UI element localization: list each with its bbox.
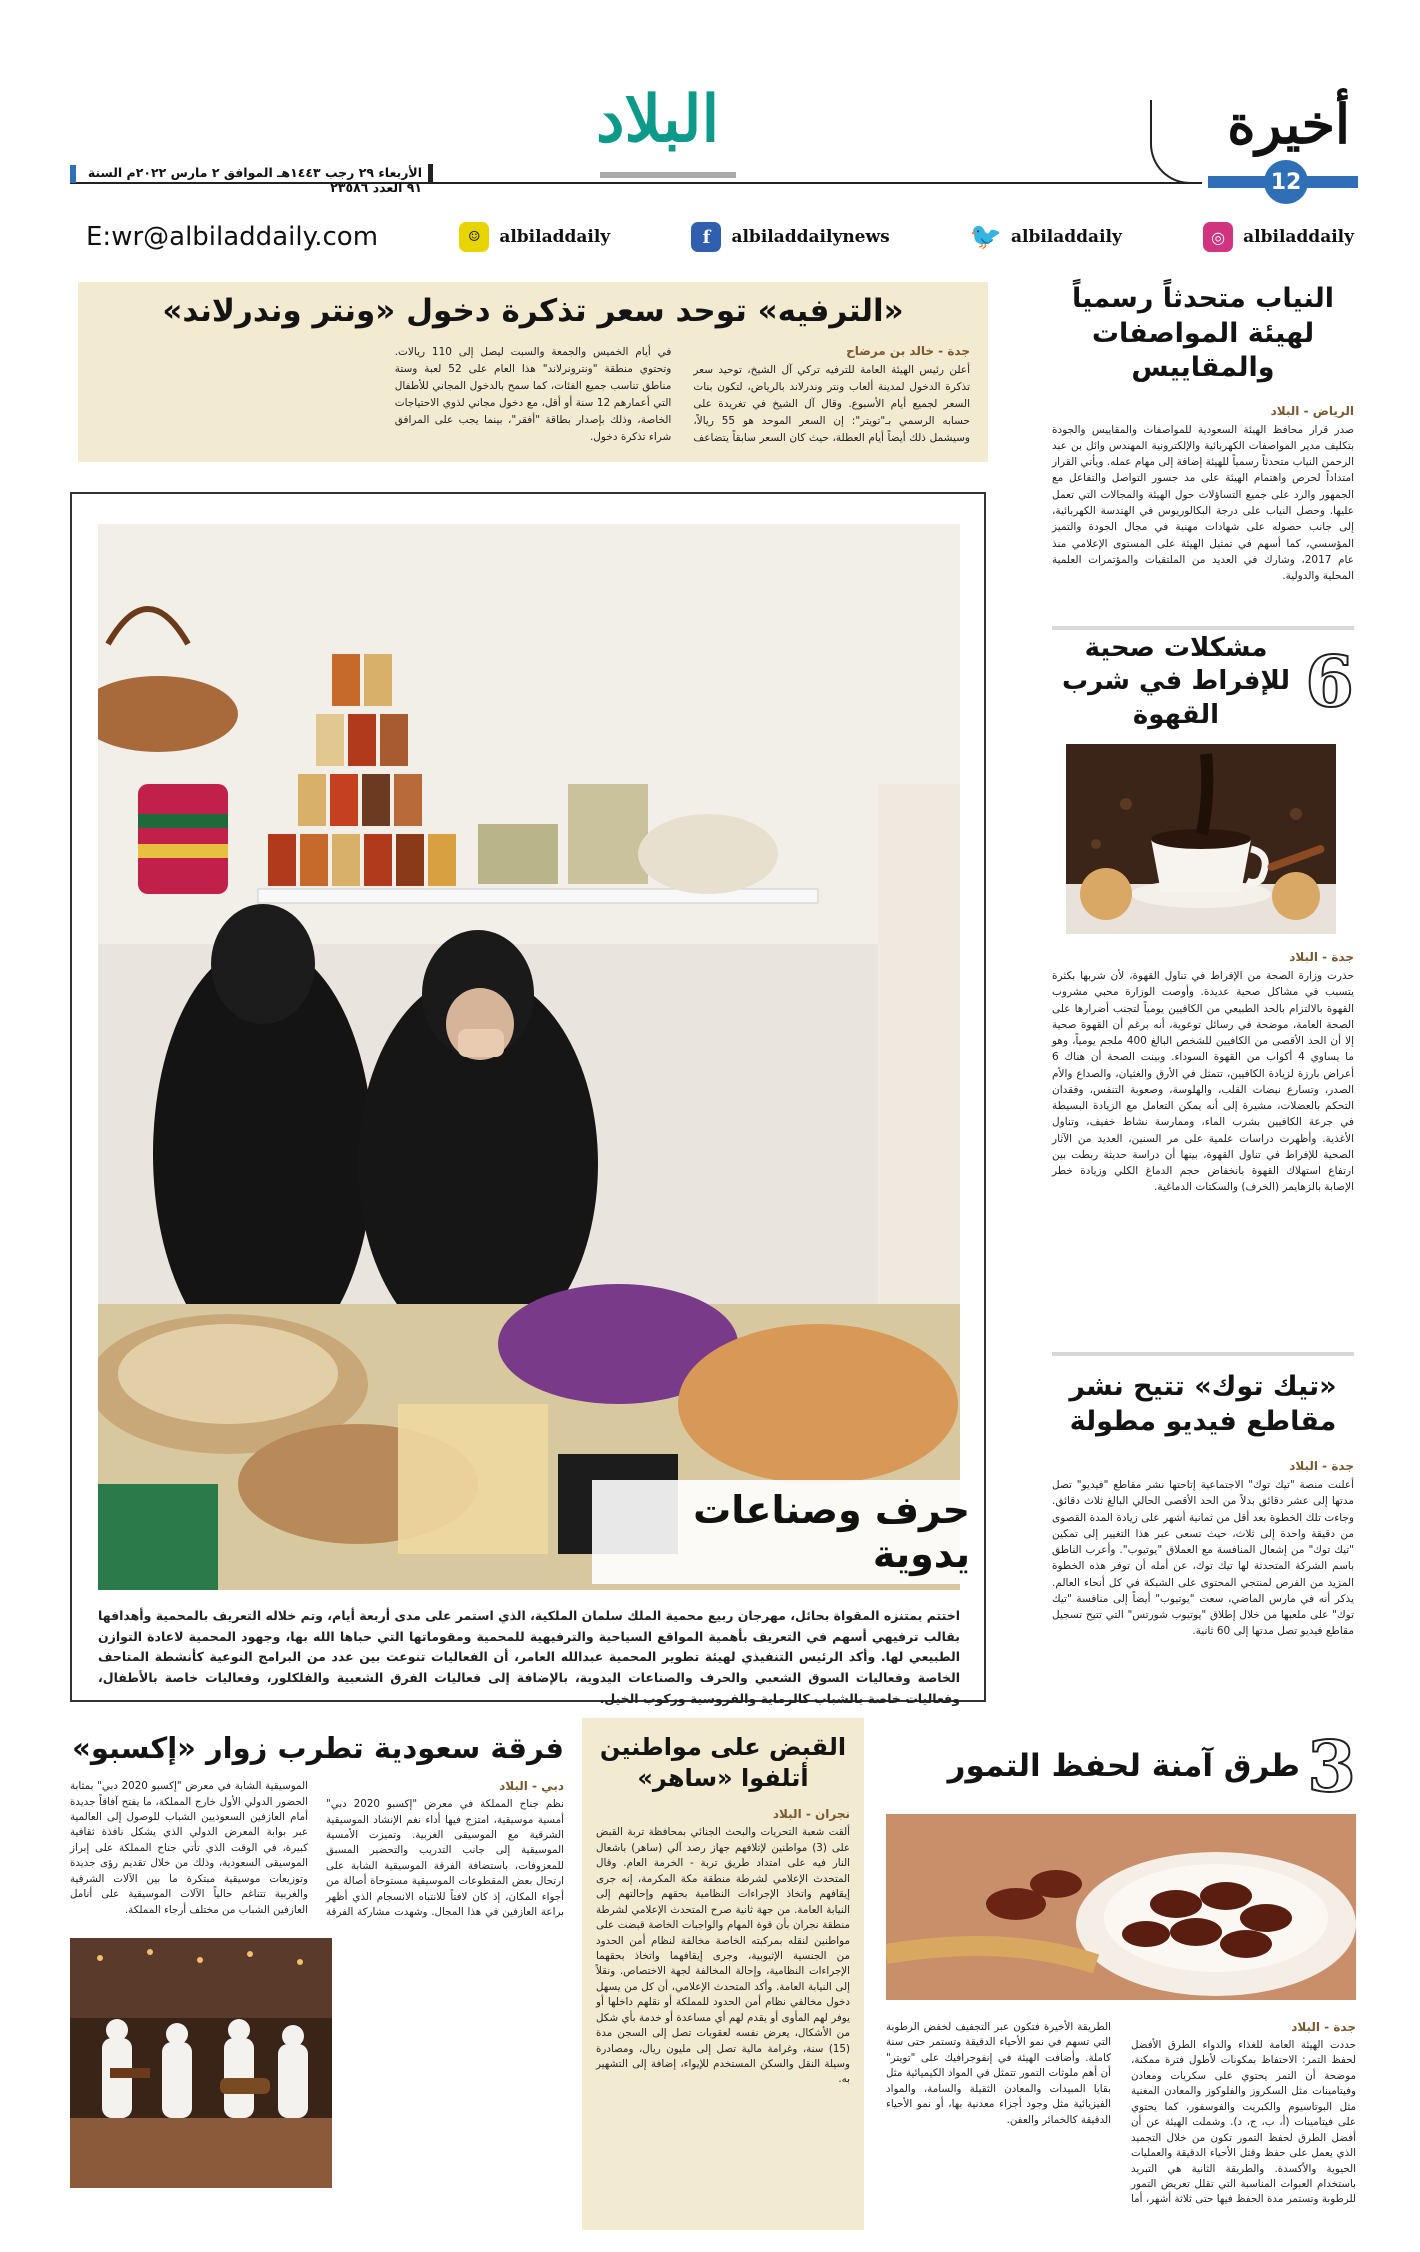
story-coffee-headline: مشكلات صحية للإفراط في شرب القهوة — [1062, 633, 1290, 730]
date-line-marker — [70, 165, 76, 183]
snapchat-icon: ☺ — [459, 222, 489, 252]
instagram-icon: ◎ — [1203, 222, 1233, 252]
story-expo — [70, 1730, 564, 2230]
story-coffee-byline: جدة - البلاد — [1289, 950, 1354, 964]
albilad-logo: البلاد — [596, 82, 720, 157]
story-expo-text-top — [70, 1779, 564, 1921]
story-tiktok — [1052, 1370, 1354, 1750]
story-coffee-number: 6 — [1305, 640, 1354, 723]
expo-photo — [70, 1938, 332, 2188]
story-saher-box — [582, 1718, 864, 2230]
story-expo-headline: فرقة سعودية تطرب زوار «إكسبو» — [72, 1731, 564, 1765]
dates-photo — [886, 1814, 1356, 2000]
story-niyab — [1052, 282, 1354, 622]
facebook-handle[interactable]: f albiladdailynews — [691, 222, 889, 252]
story-coffee-body: حذرت وزارة الصحة من الإفراط في تناول القهوة، لأن شربها بكثرة يتسبب في مشاكل صحية عديدة. وأوصت الوزارة محبي مشروب القهوة بالالتزام بالحد الطبيعي من الكافيين يومياً لتجنب أضرارها على الصحة العامة، موضحة في رسائل توعوية، أنه برغم أن القهوة صحية إلا أن الحد الأقصى من الكافيين للشخص البالغ 400 ملجم يومياً، وهو ما يساوي 4 أكواب من القهوة السوداء. وبينت الصحة أن هناك 6 أعراض بارزة لزيادة الكافيين، تتمثل في الأرق والغثيان، والصداع والأم الصدر، وتسارع نبضات القلب، والهلوسة، وصعوبة التنفس، وفقدان التحكم بالعضلات، مشيرة إلى أنه يمكن التعامل مع الزيادة البسيطة في جرعة الكافيين بشرب الماء، وممارسة نشاط خفيف، وتناول الأغذية. وأظهرت دراسات علمية على مر السنين، العديد من الآثار الصحية للإفراط في تناول القهوة، بينها أن دراسة حديثة ربطت بين ارتفاع استهلاك القهوة بانخفاض حجم الدماغ الكلي وزيادة خطر الإصابة بالزهايمر (الخرف) والسكتات الدماغية. — [1052, 970, 1354, 1194]
story-saher-byline: نجران - البلاد — [772, 1807, 850, 1822]
story-tiktok-body: أعلنت منصة "تيك توك" الاجتماعية إتاحتها نشر مقاطع "فيديو" تصل مدتها إلى عشر دقائق بدلاً من الحد الأقصى الحالي البالغ ثلاث دقائق. وجاءت تلك الخطوة بعد أقل من ثمانية أشهر على زيادة المدة القصوى من دقيقة واحدة إلى ثلاث، حيث تسعى عبر هذا التغيير إلى تمكين "تيك توك" من إشعال المنافسة مع العملاق "يوتيوب". وأعرب الناطق باسم الشركة المتحدثة لها تيك توك، عن أمله أن توفر هذه الخطوة المزيد من الفرص لمنتجي المحتوى على الشبكة في كل أنحاء العالم. يذكر أنه في مارس الماضي، سعت "يوتيوب" أيضاً إلى منافسة "تيك توك" على ملعبها من خلال إطلاق "يوتيوب شورتس" التي تتيح تسجيل مقاطع فيديو تصل مدتها إلى 60 ثانية. — [1052, 1479, 1354, 1638]
story-coffee — [1052, 633, 1354, 1332]
dates-photo-image — [886, 1814, 1356, 2000]
feature-frame — [70, 492, 986, 1706]
story-dates-headline: طرق آمنة لحفظ التمور — [947, 1748, 1300, 1785]
feature-photo-caption: حرف وصناعات يدوية — [592, 1480, 984, 1584]
snapchat-handle[interactable]: ☺ albiladdaily — [459, 222, 610, 252]
story-tiktok-headline: «تيك توك» تتيح نشر مقاطع فيديو مطولة — [1069, 1371, 1337, 1437]
feature-photo — [98, 524, 960, 1590]
coffee-photo-image — [1066, 744, 1336, 934]
story-tarfeeh-body: أعلن رئيس الهيئة العامة للترفيه تركي آل الشيخ، توحيد سعر تذكرة الدخول لمدينة ألعاب ونتر وندرلاند بالرياض، لتكون بنات السعر لجميع أيام الأسبوع. وقال آل الشيخ في تغريدة على حسابه الرسمي بـ"تويتر": إن السعر الموحد هو 55 ريالاً، وسيشمل ذلك أيضاً أيام العطلة، حيث كان السعر سابقاً يتضاعف في أيام الخميس والجمعة والسبت ليصل إلى 110 ريالات. وتحتوي منطقة "ونترونرلاند" هذا العام على 52 لعبة وستة مناطق تناسب جميع الفئات، كما سمح بالدخول المجاني للأطفال التي أعمارهم 12 سنة أو أقل، مع دخول مجاني لذوي الاحتياجات الخاصة، وذلك بإصدار بطاقة "أفقر"، بينما يجب على المرافق شراء تذكرة دخول. — [394, 345, 970, 444]
story-tarfeeh-headline: «الترفيه» توحد سعر تذكرة دخول «ونتر وندرلاند» — [162, 293, 904, 329]
story-dates-body: حددت الهيئة العامة للغذاء والدواء الطرق الأفضل لحفظ التمر: الاحتفاظ بمكونات لأطول فترة ممكنة، موضحة أن التمر يحتوي على سكريات ومعادن وفيتامينات مثل السكروز والفلوكوز والمعادن المغنية مثل البوتاسيوم والكبريت والفوسفور، كما يحتوي على فيتامينات (أ، ب، ج، د). وشملت الهيئة عن أن أفضل الطرق لحفظ التمور تكون من خلال التجميد الذي يعمل على حفظ وقتل الأحياء الدقيقة والعمليات الحيوية والأكسدة. والطريقة الثانية هي التبريد باستخدام العبوات المناسبة التي تقلل تعريض التمور للرطوبة وتستمر مدة الحفظ فيها حتى ثلاثة أشهر، أما الطريقة الأخيرة فتكون عبر التجفيف لخفض الرطوبة التي تسهم في نمو الأحياء الدقيقة وتستمر حتى سنة كاملة. وأضافت الهيئة في إنفوجرافيك على "تويتر" أن أهم ملوثات التمور تتمثل في المواد الكيميائية مثل بقايا المبيدات والمعادن الثقيلة والسامة، والمواد الفيزيائية مثل وجود أجزاء معدنية بها، أو نمو الأحياء الدقيقة كالخمائر والعفن. — [886, 2021, 1356, 2206]
story-tiktok-byline: جدة - البلاد — [1289, 1459, 1354, 1474]
story-tarfeeh-text — [96, 344, 970, 448]
story-dates — [886, 1725, 1356, 2230]
masthead — [0, 0, 1420, 200]
email-contact[interactable]: E:wr@albiladdaily.com — [86, 222, 379, 252]
story-dates-number: 3 — [1307, 1725, 1356, 1808]
instagram-handle[interactable]: ◎ albiladdaily — [1203, 222, 1354, 252]
story-coffee-text — [1052, 950, 1354, 1196]
coffee-photo — [1066, 744, 1336, 934]
twitter-handle[interactable]: 🐦 albiladdaily — [969, 222, 1122, 252]
story-saher-headline: القبض على مواطنين أتلفوا «ساهر» — [599, 1733, 847, 1792]
social-bar — [86, 215, 1354, 259]
facebook-icon: f — [691, 222, 721, 252]
story-saher-body: ألقت شعبة التحريات والبحث الجنائي بمحافظة تربة القبض على (3) مواطنين لإتلافهم جهاز رصد آلي (ساهر) باشعال النار فيه على امتداد طريق تربة - الخرمة العام. وقال المتحدث الإعلامي لشرطة منطقة مكة المكرمة، إنه جرى إيقافهم واتخاذ الإجراءات النظامية بحقهم وإحالتهم إلى النيابة العامة. من جهة ثانية صرح المتحدث الإعلامي لشرطة منطقة نجران بأن قوة المهام والواجبات الخاصة قبضت على مواطنين لنقله بمركبته الخاصة مخالفة لنظام أمن الحدود من الجنسية الإثيوبية، وجرى إيقافهما واتخاذ بحقهما الإجراءات النظامية، وإحالة المخالفة لجهة الاختصاص. ونقلاً إلى النيابة العامة. وأكد المتحدث الإعلامي، أن كل من يسهل دخول مخالفي نظام أمن الحدود للمملكة أو نقلهم داخلها أو يوفر لهم المأوى أو يقدم لهم أي مساعدة أو خدمة بأي شكل من الأشكال، يعرض نفسه لعقوبات تصل إلى السجن مدة (15) سنة، وغرامة مالية تصل إلى مليون ريال، ومصادرة وسيلة النقل والسكن المستخدم للإيواء، إضافة إلى التشهير به. — [596, 1826, 850, 2086]
section-name: أخيرة — [1227, 92, 1350, 156]
expo-photo-image — [70, 1938, 332, 2188]
divider-2 — [1052, 1352, 1354, 1356]
story-niyab-body: صدر قرار محافظ الهيئة السعودية للمواصفات والمقاييس والجودة بتكليف مدير المواصفات الكهربائية والإلكترونية المهندس وائل بن عبد الرحمن النياب متحدثاً رسمياً للهيئة إضافة إلى مهام عمله. ويأتي القرار امتداداً لحرص واهتمام الهيئة على مد جسور التواصل والتفاعل مع الجمهور والرد على جميع التساؤلات حول الهيئة والمجالات التي تعمل عليها. وحصل النياب على درجة البكالوريوس في الهندسة الكهربائية، إلى جانب حصوله على شهادات مهنية في مجال الجودة والتميز المؤسسي، كما أسهم في تمثيل الهيئة على المستوى الإعلامي منذ عام 2017، وشارك في العديد من الملتقيات والمؤتمرات العلمية المحلية والدولية. — [1052, 423, 1354, 583]
divider-1 — [1052, 626, 1354, 630]
masthead-rule-curve — [1150, 100, 1202, 184]
story-dates-byline: جدة - البلاد — [1291, 2020, 1356, 2034]
story-niyab-byline: الرياض - البلاد — [1270, 403, 1354, 418]
story-niyab-headline: النياب متحدثاً رسمياً لهيئة المواصفات والمقاييس — [1072, 283, 1334, 384]
story-dates-header — [886, 1725, 1356, 1808]
issue-date-line: الأربعاء ٢٩ رجب ١٤٤٣هـ الموافق ٢ مارس ٢٠٢٢م السنة ٩١ العدد ٢٣٥٨٦ — [87, 165, 422, 195]
date-line-bar — [428, 164, 433, 184]
story-dates-text — [886, 2020, 1356, 2220]
story-tarfeeh-box — [78, 282, 988, 462]
story-expo-byline: دبي - البلاد — [499, 1779, 564, 1794]
logo-underline — [600, 172, 736, 178]
story-tarfeeh-byline: جدة - خالد بن مرضاح — [846, 343, 970, 358]
story-coffee-header — [1052, 633, 1354, 730]
feature-photo-description: اختتم بمتنزه المقواة بحائل، مهرجان ربيع محمية الملك سلمان الملكية، الذي استمر على مدى أربعة أيام، وتم خلاله التعريف بالمحمية وأهدافها بقالب ترفيهي أسهم في التعريف بأهمية المواقع السياحية والترفيهية للمحمية ومقوماتها التي حباها الله بها، وجهود المحمية لاعادة التوازن الطبيعي لها. وأكد الرئيس التنفيذي لهيئة تطوير المحمية عبدالله العامر، أن الفعاليات تنوعت بين عدد من البرامج النوعية كأنشطة المتاحف الخاصة وفعاليات السوق الشعبي والحرف والصناعات اليدوية، بالإضافة إلى فعاليات الفرق الشعبية والفلكلور، وفعاليات خاصة بالأطفال، وفعاليات خاصة بالشباب كالرماية والفروسية وركوب الخيل. — [98, 1608, 960, 1706]
story-expo-body: نظم جناح المملكة في معرض "إكسبو 2020 دبي" أمسية موسيقية، امتزج فيها أداء نغم الإنشاد الموسيقية الشرقية مع الموسيقى الغربية. وتميزت الأمسية الموسيقية إلى جانب التدريب والتحضير المسبق للمعزوفات، باستضافة الفرقة الموسيقية الشابة على ارتحال بعض المقطوعات الموسيقية مستوحاة أصالة من أجواء المكان، إذ كان لافتاً للانتباه الانسجام الذي أظهر براعة العازفين في هذا المجال. وشهدت مشاركة الفرقة الموسيقية الشابة في معرض "إكسبو 2020 دبي" بمثابة الحضور الدولي الأول خارج المملكة، ما يفتح آفاقاً جديدة أمام العازفين السعوديين الشباب للوصول إلى العالمية عبر بوابة المعرض الدولي الذي يشكل نافذة ثقافية كبيرة، في الوقت الذي تأتي جناح المملكة على إبراز الموسيقى السعودية، وذلك من خلال تقديم رؤى جديدة وتوزيعات موسيقية مبتكرة ما بين الآلات الشرقية والغربية تتناغم حالياً الآلات الموسيقية على أنامل العازفين الشباب من مختلف أرجاء المملكة. — [70, 1780, 564, 1919]
page-number-badge: 12 — [1264, 160, 1308, 204]
twitter-icon: 🐦 — [969, 222, 1003, 252]
feature-photo-image — [98, 524, 960, 1590]
